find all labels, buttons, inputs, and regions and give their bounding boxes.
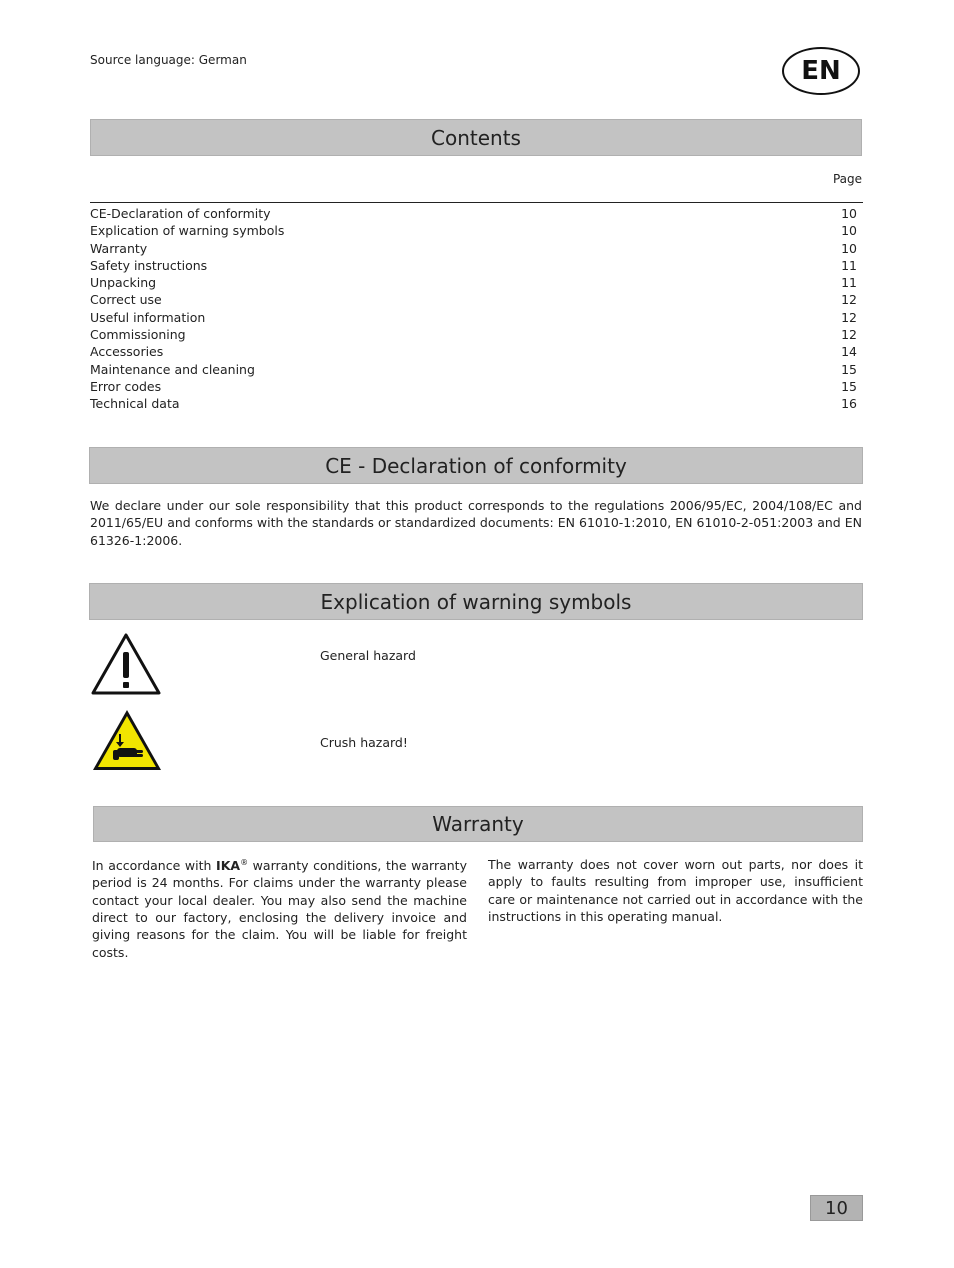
ce-declaration-text: We declare under our sole responsibility that this product corresponds to the regulations 2006/95/EC, 2004/108/EC and 2011/65/EU and conforms with the standards or standardized documents: EN 61010-1:2010, EN 61010-2-051:2003 and EN 61326-1:2006. — [90, 498, 862, 548]
ce-declaration-heading: CE - Declaration of conformity — [89, 447, 863, 484]
page-number: 10 — [810, 1195, 863, 1221]
toc-item-label: Error codes — [90, 378, 162, 394]
language-badge: EN — [782, 47, 860, 95]
toc-item-page: 16 — [841, 396, 857, 412]
toc-item — [90, 361, 857, 378]
toc-item — [90, 326, 857, 343]
toc-item-page: 10 — [841, 206, 857, 221]
warranty-text-left — [92, 854, 467, 961]
toc-item-label: Commissioning — [90, 327, 186, 343]
crush-hazard-icon — [91, 708, 163, 772]
toc-item-page: 12 — [841, 327, 857, 343]
ika-brand: IKA — [216, 858, 241, 874]
crush-hazard-label: Crush hazard! — [320, 735, 408, 750]
toc-item — [90, 222, 857, 239]
toc-item-label: Warranty — [90, 240, 148, 256]
warranty-text-right: The warranty does not cover worn out parts, nor does it apply to faults resulting from improper use, insufficient care or maintenance not carried out in accordance with the instructions in this operating manual. — [488, 857, 863, 924]
toc-divider — [90, 202, 863, 203]
toc-item-page: 12 — [841, 292, 857, 308]
warning-symbols-heading: Explication of warning symbols — [89, 583, 863, 620]
toc-item — [90, 395, 857, 412]
warranty-heading: Warranty — [93, 806, 863, 842]
toc-item — [90, 205, 857, 222]
toc-item-label: Maintenance and cleaning — [90, 361, 255, 377]
toc-item-label: Technical data — [90, 396, 180, 412]
toc-item-label: Unpacking — [90, 275, 157, 291]
warranty-terms: warranty conditions, the warranty period is 24 months. For claims under the warranty please contact your local dealer. You may also send the machine direct to our factory, enclosing the delivery invoice and giving reasons for the claim. You will be liable for freight costs. — [92, 858, 467, 960]
toc-item-page: 15 — [841, 361, 857, 377]
toc-item — [90, 240, 857, 257]
toc-item-page: 14 — [841, 344, 857, 360]
toc-item — [90, 378, 857, 395]
toc-item — [90, 291, 857, 308]
toc-item-page: 11 — [841, 275, 857, 291]
warranty-intro: In accordance with — [92, 858, 217, 874]
toc-item-page: 12 — [841, 309, 857, 325]
source-language-note: Source language: German — [90, 53, 247, 67]
toc-item — [90, 343, 857, 360]
general-hazard-icon — [90, 632, 162, 696]
toc-item — [90, 274, 857, 291]
toc-item-label: Correct use — [90, 292, 162, 308]
toc-item-page: 15 — [841, 378, 857, 394]
registered-mark: ® — [240, 858, 249, 867]
toc-item — [90, 257, 857, 274]
toc-item-label: Accessories — [90, 344, 164, 360]
toc-item-page: 10 — [841, 240, 857, 256]
toc-item-label: Useful information — [90, 309, 206, 325]
toc-item — [90, 309, 857, 326]
toc-item-label: CE-Declaration of conformity — [90, 206, 271, 221]
toc-page-column-label: Page — [832, 172, 862, 186]
toc-item-label: Safety instructions — [90, 257, 208, 273]
contents-heading: Contents — [90, 119, 862, 156]
general-hazard-label: General hazard — [320, 648, 416, 663]
toc-item-page: 11 — [841, 257, 857, 273]
toc-list — [90, 205, 857, 413]
toc-item-label: Explication of warning symbols — [90, 223, 285, 239]
toc-item-page: 10 — [841, 223, 857, 239]
